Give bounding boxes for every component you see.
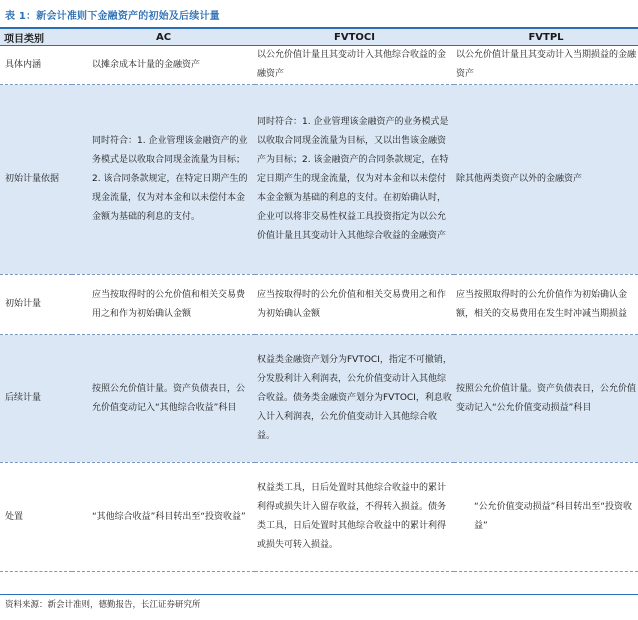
- row-label: 处置: [0, 463, 72, 572]
- cell-ac: 按照公允价值计量。资产负债表日，公允价值变动记入“其他综合收益”科目: [72, 335, 255, 463]
- table-row: [0, 275, 638, 335]
- cell-fvtoci: 权益类金融资产划分为FVTOCI，指定不可撤销，分发股利计入利润表，公允价值变动计入其他综合收益。债务类金融资产划分为FVTOCI，利息收入计入利润表，公允价值变动计入其他综合收益。: [255, 335, 454, 463]
- cell-fvtoci: 应当按取得时的公允价值和相关交易费用之和作为初始确认金额: [255, 275, 454, 335]
- cell-fvtpl: 按照公允价值计量。资产负债表日，公允价值变动记入“公允价值变动损益”科目: [454, 335, 638, 463]
- row-label: 具体内涵: [0, 46, 72, 85]
- cell-ac: 应当按取得时的公允价值和相关交易费用之和作为初始确认金额: [72, 275, 255, 335]
- table-title: 表 1：新会计准则下金融资产的初始及后续计量: [5, 11, 220, 22]
- row-label: 初始计量依据: [0, 85, 72, 275]
- cell-fvtpl: 除其他两类资产以外的金融资产: [454, 85, 638, 275]
- cell-fvtpl: 应当按照取得时的公允价值作为初始确认金额，相关的交易费用在发生时冲减当期损益: [454, 275, 638, 335]
- cell-fvtoci: 以公允价值计量且其变动计入其他综合收益的金融资产: [255, 46, 454, 85]
- table-row: [0, 46, 638, 85]
- row-label: 后续计量: [0, 335, 72, 463]
- cell-fvtpl: 以公允价值计量且其变动计入当期损益的金融资产: [454, 46, 638, 85]
- row-label: 初始计量: [0, 275, 72, 335]
- measurement-table: [0, 29, 638, 572]
- table-row: [0, 335, 638, 463]
- header-fvtoci: FVTOCI: [255, 29, 454, 46]
- cell-fvtoci: 同时符合：1. 企业管理该金融资产的业务模式是以收取合同现金流量为目标，又以出售该金融资产为目标；2. 该金融资产的合同条款规定，在特定日期产生的现金流量，仅为对本金和以未偿付本金金额为基础的利息的支付。在初始确认时，企业可以将非交易性权益工具投资指定为以公允价值计量且其变动计入其他综合收益的金融资产: [255, 85, 454, 275]
- cell-fvtpl: “公允价值变动损益”科目转出至“投资收益”: [454, 463, 638, 572]
- bottom-rule: [0, 594, 638, 595]
- table-row: [0, 85, 638, 275]
- header-category: 项目类别: [0, 29, 72, 46]
- cell-ac: 以摊余成本计量的金融资产: [72, 46, 255, 85]
- header-fvtpl: FVTPL: [454, 29, 638, 46]
- header-row: [0, 29, 638, 46]
- cell-fvtoci: 权益类工具，日后处置时其他综合收益中的累计利得或损失计入留存收益，不得转入损益。债务类工具，日后处置时其他综合收益中的累计利得或损失可转入损益。: [255, 463, 454, 572]
- table-row: [0, 463, 638, 572]
- cell-ac: “其他综合收益”科目转出至“投资收益”: [72, 463, 255, 572]
- cell-ac: 同时符合：1. 企业管理该金融资产的业务模式是以收取合同现金流量为目标；2. 该合同条款规定，在特定日期产生的现金流量，仅为对本金和以未偿付本金金额为基础的利息的支付。: [72, 85, 255, 275]
- source-note: 资料来源：新会计准则，德勤报告，长江证券研究所: [5, 600, 201, 610]
- header-ac: AC: [72, 29, 255, 46]
